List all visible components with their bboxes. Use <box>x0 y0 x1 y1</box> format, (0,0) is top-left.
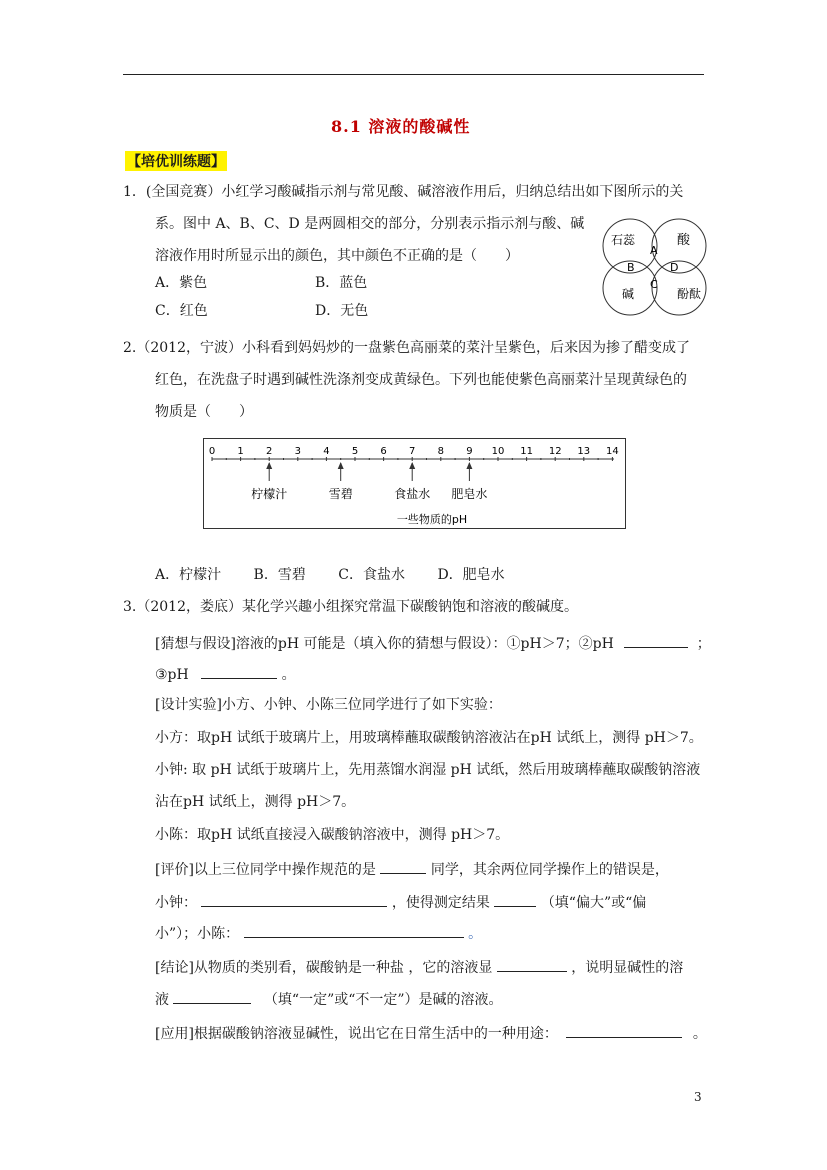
q3-xiaozhong-2: 沾在pH 试纸上，测得 pH＞7。 <box>155 794 356 810</box>
q1-option-c: C．红色 <box>155 303 208 319</box>
ph-marker-label: 食盐水 <box>394 487 431 501</box>
q3-line1: 3.（2012，娄底）某化学兴趣小组探究常温下碳酸钠饱和溶液的酸碱度。 <box>123 599 578 615</box>
page-number: 3 <box>694 1090 702 1104</box>
q3-design: [设计实验]小方、小钟、小陈三位同学进行了如下实验： <box>155 697 502 713</box>
q3-xiaofang: 小方：取pH 试纸于玻璃片上，用玻璃棒蘸取碳酸钠溶液沾在pH 试纸上，测得 pH＞7。 <box>155 730 703 746</box>
q3-hypothesis-sep: ； <box>696 636 711 652</box>
page-title: 8.1 溶液的酸碱性 <box>331 117 471 136</box>
q1-line1: 1．(全国竞赛）小红学习酸碱指示剂与常见酸、碱溶液作用后，归纳总结出如下图所示的关 <box>123 184 684 200</box>
ph-tick-label: 1 <box>237 446 244 457</box>
q3-conclusion-text-2: ，说明显碱性的溶 <box>571 960 684 976</box>
q2-line3: 物质是（ ） <box>155 404 253 420</box>
q1-option-b: B．蓝色 <box>315 275 368 291</box>
ph-marker-label: 肥皂水 <box>451 487 488 501</box>
venn-label-acid: 酸 <box>677 233 691 248</box>
q3-hypothesis-end: 。 <box>281 667 296 683</box>
ph-tick-label: 11 <box>520 446 533 457</box>
ph-tick-label: 6 <box>380 446 387 457</box>
application-blank[interactable] <box>566 1022 682 1038</box>
ph-marker-label: 柠檬汁 <box>251 487 288 501</box>
evaluation-blank-student[interactable] <box>380 858 426 874</box>
ph-scale-figure <box>203 438 626 529</box>
q3-evaluation-row2 <box>155 891 646 912</box>
venn-label-phenolphthalein: 酚酞 <box>677 287 702 301</box>
q3-xiaochen-label: 小”）；小陈： <box>155 926 240 942</box>
q2-options: A．柠檬汁 B．雪碧 C．食盐水 D．肥皂水 <box>155 567 505 583</box>
ph-tick-label: 7 <box>409 446 416 457</box>
q3-conclusion-text: [结论]从物质的类别看，碳酸钠是一种盐 ，它的溶液显 <box>155 960 493 976</box>
q1-line2: 系。图中 A、B、C、D 是两圆相交的部分，分别表示指示剂与酸、碱 <box>155 216 585 232</box>
hypothesis-blank-2[interactable] <box>624 632 688 648</box>
evaluation-blank-result[interactable] <box>494 891 536 907</box>
q3-application-row <box>155 1022 707 1043</box>
q3-evaluation-end: 。 <box>468 926 483 942</box>
conclusion-blank-nature[interactable] <box>497 956 567 972</box>
evaluation-blank-xiaozhong[interactable] <box>201 891 387 907</box>
q1-option-d: D．无色 <box>315 303 369 319</box>
q3-evaluation-text-2: 同学，其余两位同学操作上的错误是， <box>430 862 669 878</box>
ph-scale-svg <box>204 439 625 528</box>
q3-xiaozhong-label: 小钟： <box>155 895 197 911</box>
venn-region-c: C <box>650 278 658 291</box>
q3-hypothesis-row2 <box>155 663 296 684</box>
q3-application-end: 。 <box>692 1026 707 1042</box>
ph-tick-label: 2 <box>266 446 273 457</box>
ph-marker-arrowhead <box>266 462 272 469</box>
ph-tick-label: 14 <box>606 446 619 457</box>
q3-evaluation-text: [评价]以上三位同学中操作规范的是 <box>155 862 376 878</box>
q2-line2: 红色，在洗盘子时遇到碱性洗涤剂变成黄绿色。下列也能使紫色高丽菜汁呈现黄绿色的 <box>155 372 687 388</box>
q3-xiaochen: 小陈：取pH 试纸直接浸入碳酸钠溶液中，测得 pH＞7。 <box>155 827 510 843</box>
evaluation-blank-xiaochen[interactable] <box>244 922 464 938</box>
venn-region-b: B <box>627 261 635 274</box>
ph-caption: 一些物质的pH <box>396 513 468 526</box>
ph-tick-label: 10 <box>491 446 505 457</box>
q3-evaluation-row3 <box>155 922 482 943</box>
venn-label-litmus: 石蕊 <box>611 233 636 247</box>
q3-xiaozhong-1: 小钟: 取 pH 试纸于玻璃片上，先用蒸馏水润湿 pH 试纸，然后用玻璃棒蘸取碳酸钠溶液 <box>155 762 701 778</box>
ph-tick-label: 4 <box>323 446 330 457</box>
conclusion-blank-certainty[interactable] <box>173 988 251 1004</box>
ph-tick-label: 13 <box>577 446 591 457</box>
q3-fill-hint: （填“偏大”或“偏 <box>540 895 647 911</box>
ph-marker-arrowhead <box>409 462 415 469</box>
venn-label-base: 碱 <box>622 287 635 301</box>
q3-conclusion-row1 <box>155 956 683 977</box>
ph-marker-arrowhead <box>338 462 344 469</box>
q3-hypothesis-3: ③pH <box>155 667 189 683</box>
venn-region-d: D <box>670 261 679 274</box>
q3-conclusion-row2 <box>155 988 503 1009</box>
ph-tick-label: 8 <box>437 446 444 457</box>
ph-marker-label: 雪碧 <box>328 487 353 501</box>
q2-line1: 2.（2012，宁波）小科看到妈妈炒的一盘紫色高丽菜的菜汁呈紫色，后来因为掺了醋变成了 <box>123 340 690 356</box>
ph-tick-label: 0 <box>208 446 216 457</box>
q1-line3: 溶液作用时所显示出的颜色，其中颜色不正确的是（ ） <box>155 248 519 264</box>
ph-tick-label: 9 <box>466 446 473 457</box>
q3-application-text: [应用]根据碳酸钠溶液显碱性，说出它在日常生活中的一种用途： <box>155 1026 558 1042</box>
q3-result-text: ，使得测定结果 <box>391 895 490 911</box>
ph-tick-label: 12 <box>548 446 562 457</box>
q3-hypothesis-row1 <box>155 632 711 653</box>
venn-diagram <box>597 218 713 318</box>
q3-conclusion-liquid: 液 <box>155 992 169 1008</box>
q1-option-a: A．紫色 <box>155 275 208 291</box>
q3-hypothesis-text: [猜想与假设]溶液的pH 可能是（填入你的猜想与假设）：①pH＞7；②pH <box>155 636 614 652</box>
venn-region-a: A <box>650 244 658 257</box>
q3-evaluation-row1 <box>155 858 669 879</box>
ph-tick-label: 3 <box>294 446 301 457</box>
ph-tick-label: 5 <box>351 446 359 457</box>
q3-conclusion-hint: （填“一定”或“不一定”）是碱的溶液。 <box>263 992 503 1008</box>
header-rule <box>123 74 704 75</box>
ph-marker-arrowhead <box>466 462 472 469</box>
section-label: 【培优训练题】 <box>125 151 227 171</box>
hypothesis-blank-3[interactable] <box>201 663 277 679</box>
